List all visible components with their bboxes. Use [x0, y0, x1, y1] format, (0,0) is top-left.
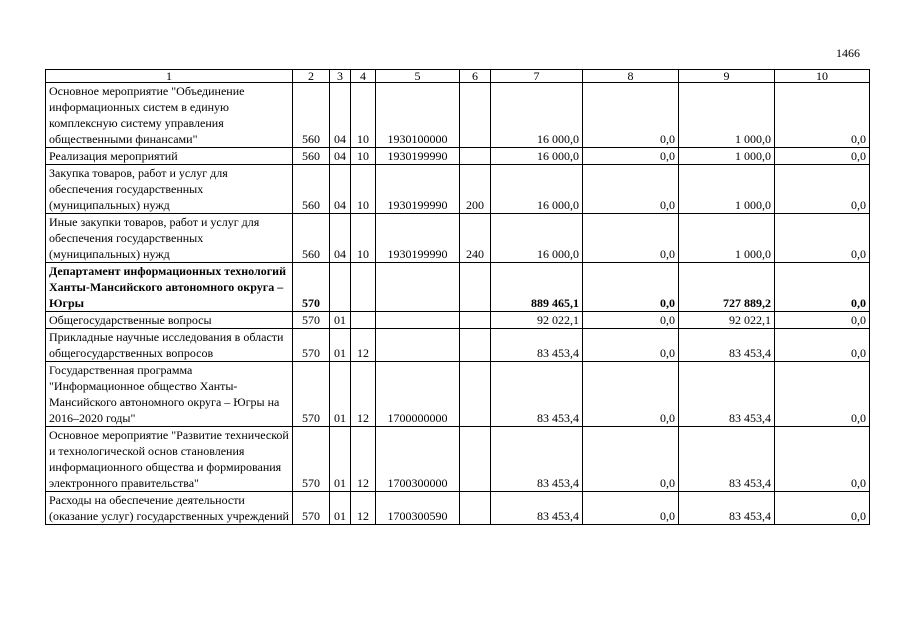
row-target-cell: 1930199990: [376, 165, 460, 214]
row-vid-cell: [460, 263, 491, 312]
row-section-cell: 01: [330, 312, 351, 329]
row-target-cell: [376, 312, 460, 329]
row-value-cell: 0,0: [775, 312, 870, 329]
row-value-cell: 92 022,1: [679, 312, 775, 329]
row-subsection-cell: 12: [351, 492, 376, 525]
row-name-cell: Прикладные научные исследования в области общегосударственных вопросов: [46, 329, 293, 362]
row-target-cell: [376, 263, 460, 312]
row-value-cell: 0,0: [583, 165, 679, 214]
row-value-cell: 83 453,4: [679, 362, 775, 427]
row-name-cell: Иные закупки товаров, работ и услуг для обеспечения государственных (муниципальных) нужд: [46, 214, 293, 263]
row-value-cell: 16 000,0: [491, 214, 583, 263]
column-header: 2: [293, 70, 330, 83]
row-value-cell: 0,0: [583, 83, 679, 148]
row-value-cell: 83 453,4: [679, 492, 775, 525]
row-value-cell: 0,0: [583, 362, 679, 427]
row-name-cell: Расходы на обеспечение деятельности (оказание услуг) государственных учреждений: [46, 492, 293, 525]
row-subsection-cell: 10: [351, 214, 376, 263]
row-value-cell: 0,0: [775, 165, 870, 214]
row-code-cell: 570: [293, 263, 330, 312]
row-value-cell: 83 453,4: [491, 362, 583, 427]
row-section-cell: 04: [330, 165, 351, 214]
budget-table: [45, 69, 870, 525]
row-name-cell: Реализация мероприятий: [46, 148, 293, 165]
row-code-cell: 560: [293, 165, 330, 214]
row-section-cell: [330, 263, 351, 312]
row-target-cell: 1930199990: [376, 214, 460, 263]
row-value-cell: 889 465,1: [491, 263, 583, 312]
column-header: 7: [491, 70, 583, 83]
row-vid-cell: [460, 427, 491, 492]
row-value-cell: 1 000,0: [679, 148, 775, 165]
row-name-cell: Государственная программа "Информационное общество Ханты-Мансийского автономного округа – Югры на 2016–2020 годы": [46, 362, 293, 427]
row-value-cell: 16 000,0: [491, 148, 583, 165]
row-target-cell: 1700000000: [376, 362, 460, 427]
row-value-cell: 0,0: [583, 312, 679, 329]
row-subsection-cell: 12: [351, 427, 376, 492]
row-section-cell: 01: [330, 492, 351, 525]
row-vid-cell: [460, 312, 491, 329]
row-subsection-cell: 12: [351, 362, 376, 427]
row-subsection-cell: [351, 263, 376, 312]
row-vid-cell: 200: [460, 165, 491, 214]
row-value-cell: 0,0: [583, 492, 679, 525]
row-value-cell: 16 000,0: [491, 83, 583, 148]
row-section-cell: 01: [330, 427, 351, 492]
row-name-cell: Закупка товаров, работ и услуг для обеспечения государственных (муниципальных) нужд: [46, 165, 293, 214]
row-target-cell: 1700300590: [376, 492, 460, 525]
row-subsection-cell: 10: [351, 148, 376, 165]
table-row: [46, 83, 870, 148]
row-subsection-cell: [351, 312, 376, 329]
row-value-cell: 0,0: [775, 148, 870, 165]
row-value-cell: 0,0: [583, 427, 679, 492]
row-vid-cell: [460, 362, 491, 427]
row-target-cell: 1930199990: [376, 148, 460, 165]
row-target-cell: [376, 329, 460, 362]
row-value-cell: 83 453,4: [679, 329, 775, 362]
row-value-cell: 0,0: [583, 329, 679, 362]
row-code-cell: 570: [293, 427, 330, 492]
column-header: 3: [330, 70, 351, 83]
column-header: 10: [775, 70, 870, 83]
row-value-cell: 16 000,0: [491, 165, 583, 214]
row-section-cell: 01: [330, 329, 351, 362]
row-name-cell: Общегосударственные вопросы: [46, 312, 293, 329]
row-value-cell: 0,0: [583, 214, 679, 263]
row-value-cell: 83 453,4: [491, 427, 583, 492]
table-row: [46, 492, 870, 525]
table-row: [46, 148, 870, 165]
row-code-cell: 560: [293, 148, 330, 165]
row-code-cell: 570: [293, 312, 330, 329]
row-value-cell: 1 000,0: [679, 83, 775, 148]
row-subsection-cell: 10: [351, 83, 376, 148]
row-value-cell: 1 000,0: [679, 165, 775, 214]
table-row: [46, 263, 870, 312]
row-value-cell: 0,0: [775, 214, 870, 263]
row-name-cell: Основное мероприятие "Объединение информационных систем в единую комплексную систему управления общественными финансами": [46, 83, 293, 148]
row-section-cell: 01: [330, 362, 351, 427]
column-header: 4: [351, 70, 376, 83]
table-row: [46, 165, 870, 214]
table-row: [46, 362, 870, 427]
row-value-cell: 0,0: [775, 492, 870, 525]
column-header: 6: [460, 70, 491, 83]
column-header: 1: [46, 70, 293, 83]
row-code-cell: 560: [293, 214, 330, 263]
row-value-cell: 727 889,2: [679, 263, 775, 312]
row-value-cell: 83 453,4: [491, 492, 583, 525]
row-code-cell: 560: [293, 83, 330, 148]
row-value-cell: 83 453,4: [491, 329, 583, 362]
row-name-cell: Основное мероприятие "Развитие технической и технологической основ становления информационного общества и формирования электронного правительства": [46, 427, 293, 492]
table-row: [46, 427, 870, 492]
row-code-cell: 570: [293, 492, 330, 525]
column-header: 8: [583, 70, 679, 83]
row-value-cell: 0,0: [583, 148, 679, 165]
row-value-cell: 0,0: [775, 263, 870, 312]
column-header: 9: [679, 70, 775, 83]
row-value-cell: 0,0: [775, 329, 870, 362]
row-vid-cell: [460, 329, 491, 362]
header-row: [46, 70, 870, 83]
row-section-cell: 04: [330, 214, 351, 263]
row-vid-cell: [460, 148, 491, 165]
row-value-cell: 1 000,0: [679, 214, 775, 263]
row-subsection-cell: 10: [351, 165, 376, 214]
row-value-cell: 0,0: [775, 427, 870, 492]
row-section-cell: 04: [330, 148, 351, 165]
row-code-cell: 570: [293, 329, 330, 362]
page-number: 1466: [836, 46, 860, 60]
row-vid-cell: 240: [460, 214, 491, 263]
row-value-cell: 83 453,4: [679, 427, 775, 492]
table-row: [46, 312, 870, 329]
row-value-cell: 0,0: [775, 83, 870, 148]
table-row: [46, 329, 870, 362]
row-vid-cell: [460, 492, 491, 525]
table-row: [46, 214, 870, 263]
row-value-cell: 92 022,1: [491, 312, 583, 329]
row-value-cell: 0,0: [583, 263, 679, 312]
row-target-cell: 1930100000: [376, 83, 460, 148]
row-target-cell: 1700300000: [376, 427, 460, 492]
row-value-cell: 0,0: [775, 362, 870, 427]
row-section-cell: 04: [330, 83, 351, 148]
row-vid-cell: [460, 83, 491, 148]
row-subsection-cell: 12: [351, 329, 376, 362]
row-name-cell: Департамент информационных технологий Ханты-Мансийского автономного округа – Югры: [46, 263, 293, 312]
row-code-cell: 570: [293, 362, 330, 427]
column-header: 5: [376, 70, 460, 83]
